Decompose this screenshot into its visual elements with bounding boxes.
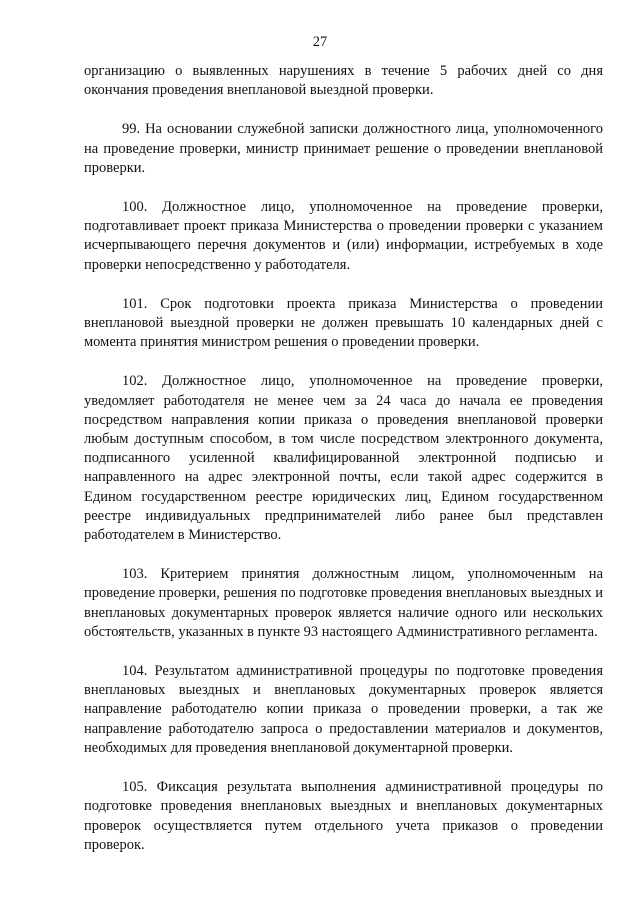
page-number: 27 [312, 34, 328, 50]
paragraph-105: 105. Фиксация результата выполнения административной процедуры по подготовке проведения внеплановых выездных и внеплановых документарных проверок осуществляется путем отдельного учета приказов о проведении проверок. [84, 779, 603, 853]
paragraph-continued: организацию о выявленных нарушениях в течение 5 рабочих дней со дня окончания проведения внеплановой выездной проверки. [84, 63, 603, 99]
paragraph-101: 101. Срок подготовки проекта приказа Министерства о проведении внеплановой выездной проверки не должен превышать 10 календарных дней с момента принятия министром решения о проведении проверки. [84, 295, 603, 351]
paragraph-104: 104. Результатом административной процедуры по подготовке проведения внеплановых выездных и внеплановых документарных проверок является направление работодателю копии приказа о проведении проверки, а так же направление работодателю запроса о предоставлении материалов и документов, необходимых для проведения внеплановой документарной проверки. [84, 663, 603, 756]
paragraph-102: 102. Должностное лицо, уполномоченное на проведение проверки, уведомляет работодателя не менее чем за 24 часа до начала ее проведения посредством направления копии приказа о проведения внеплановой проверки любым доступным способом, в том числе посредством электронного документа, подписанного усиленной квалифицированной электронной подписью и направленного на адрес электронной почты, если такой адрес содержится в Едином государственном реестре юридических лиц, Едином государственном реестре индивидуальных предпринимателей либо ранее был представлен работодателем в Министерство. [84, 373, 603, 544]
paragraph-99: 99. На основании служебной записки должностного лица, уполномоченного на проведение проверки, министр принимает решение о проведении внеплановой проверки. [84, 121, 603, 176]
paragraph-100: 100. Должностное лицо, уполномоченное на проведение проверки, подготавливает проект приказа Министерства о проведении проверки с указанием исчерпывающего перечня документов и (или) информации, истребуемых в ходе проверки непосредственно у работодателя. [84, 199, 603, 273]
paragraph-103: 103. Критерием принятия должностным лицом, уполномоченным на проведение проверки, решения по подготовке проведения внеплановых выездных и внеплановых документарных проверок является наличие одного или нескольких обстоятельств, указанных в пункте 93 настоящего Административного регламента. [84, 566, 603, 640]
document-body [84, 62, 603, 875]
